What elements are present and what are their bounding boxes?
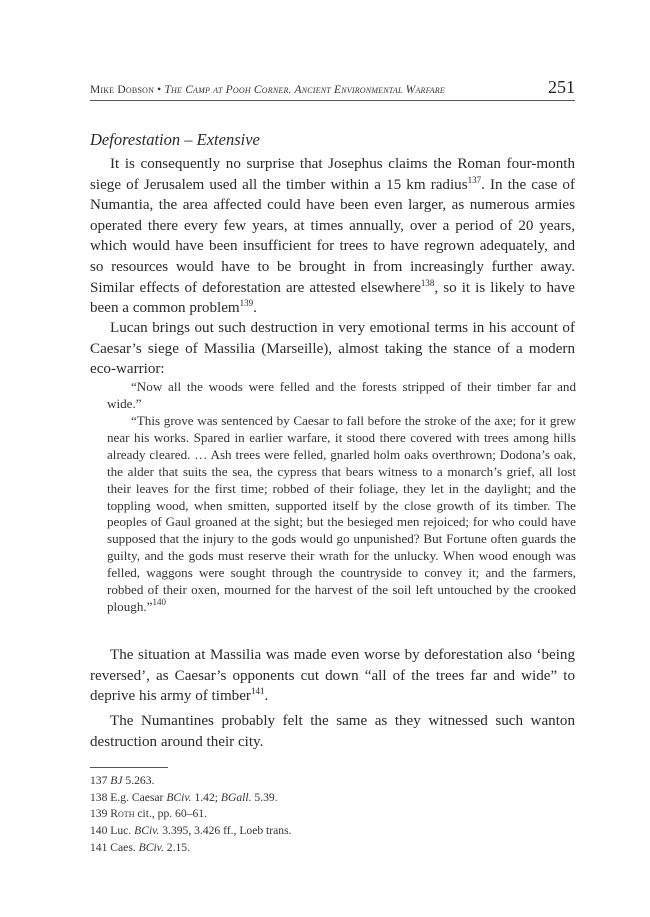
p1-text-a: It is consequently no surprise that Josephus claims the Roman four-month siege of Jerusalem used all the timber within a 15 km radius [90, 156, 575, 193]
footnote-text: 2.15. [163, 840, 190, 854]
footnote-text: Luc. [110, 824, 135, 838]
footnote-text: E.g. Caesar [110, 790, 167, 804]
footnote-text: 1.42; [191, 790, 221, 804]
footnote-author: Roth [110, 807, 135, 821]
footnote-italic: BCiv. [138, 840, 164, 854]
p1-text-c: , so it is likely to have been a common problem [90, 279, 575, 317]
footnote-italic: BJ [110, 774, 123, 787]
footnote-item [90, 790, 575, 807]
paragraph-4: The Numantines probably felt the same as they witnessed such wanton destruction around their city. [90, 713, 575, 750]
footnote-number: 141 [90, 840, 108, 854]
paragraph-1 [90, 154, 575, 319]
footnote-text: cit., pp. 60–61. [134, 807, 207, 821]
footnote-ref-139: 139 [239, 298, 254, 309]
footnote-item [90, 823, 575, 840]
paragraph-2: Lucan brings out such destruction in very emotional terms in his account of Caesar’s siege of Massilia (Marseille), almost taking the stance of a modern eco-warrior: [90, 320, 575, 378]
p3-text-b: . [264, 688, 269, 705]
running-header [90, 76, 575, 101]
section-heading: Deforestation – Extensive [90, 130, 260, 149]
footnotes-list [90, 773, 575, 857]
footnote-text: Caes. [110, 840, 139, 854]
footnote-item [90, 840, 575, 857]
paragraph-3 [90, 645, 575, 707]
footnote-number: 139 [90, 807, 108, 821]
quote2-text: “This grove was sentenced by Caesar to fall before the stroke of the axe; for it grew near his works. Spared in earlier warfare, it stood there covered with trees among hills already cleared. … Ash trees were felled, gnarled holm oaks overthrown; Dodona’s oak, the alder that suits the sea, the cypress that bears witness to a monarch’s grief, all lost their leaves for the first time; robbed of their foliage, they let in the daylight; and the toppling wood, when smitten, supported itself by the close growth of its timber. The peoples of Gaul groaned at the sight; but the besieged men rejoiced; for who could have supposed that the injury to the gods would go unpunished? But Fortune often guards the guilty, and the gods must reserve their wrath for the unlucky. When wood enough was felled, waggons were sought through the countryside to convey it; and the farmers, robbed of their oxen, mourned for the harvest of the soil left untouched by the crooked plough.” [107, 413, 576, 614]
block-quote-2 [107, 413, 576, 616]
footnote-item [90, 773, 575, 790]
footnote-italic: BCiv. [134, 824, 160, 838]
footnote-number: 140 [90, 824, 108, 838]
footnote-text: 5.39. [251, 790, 278, 804]
footnote-text: 5.263. [122, 774, 155, 787]
footnote-ref-137: 137 [467, 174, 482, 185]
footnote-italic: BGall. [220, 790, 252, 804]
p3-text-a: The situation at Massilia was made even worse by deforestation also ‘being reversed’, as Caesar’s opponents cut down “all of the trees far and wide” to deprive his army of timber [90, 647, 575, 705]
footnote-ref-138: 138 [420, 277, 435, 288]
footnote-italic: BCiv. [166, 790, 192, 804]
block-quote-1: “Now all the woods were felled and the forests stripped of their timber far and wide.” [107, 379, 576, 411]
header-title: The Camp at Pooh Corner. Ancient Environmental Warfare [164, 84, 445, 96]
footnote-ref-140: 140 [152, 596, 166, 607]
footnote-text: 3.395, 3.426 ff., Loeb trans. [159, 824, 292, 838]
footnote-number: 138 [90, 790, 108, 804]
p1-text-d: . [253, 300, 257, 317]
header-separator: • [154, 84, 165, 96]
footnote-item [90, 806, 575, 823]
header-author: Mike Dobson [90, 84, 155, 96]
footnote-separator [90, 767, 168, 768]
page-number: 251 [548, 77, 575, 97]
footnote-number: 137 [90, 774, 108, 787]
footnote-ref-141: 141 [250, 686, 265, 697]
p1-text-b: . In the case of Numantia, the area affected could have been even larger, as numerous armies operated there every few years, at times annually, over a period of 20 years, which would have been insufficient for trees to have regrown adequately, and so resources would have to be brought in from increasingly further away. Similar effects of deforestation are attested elsewhere [90, 176, 575, 296]
running-title [90, 84, 445, 96]
